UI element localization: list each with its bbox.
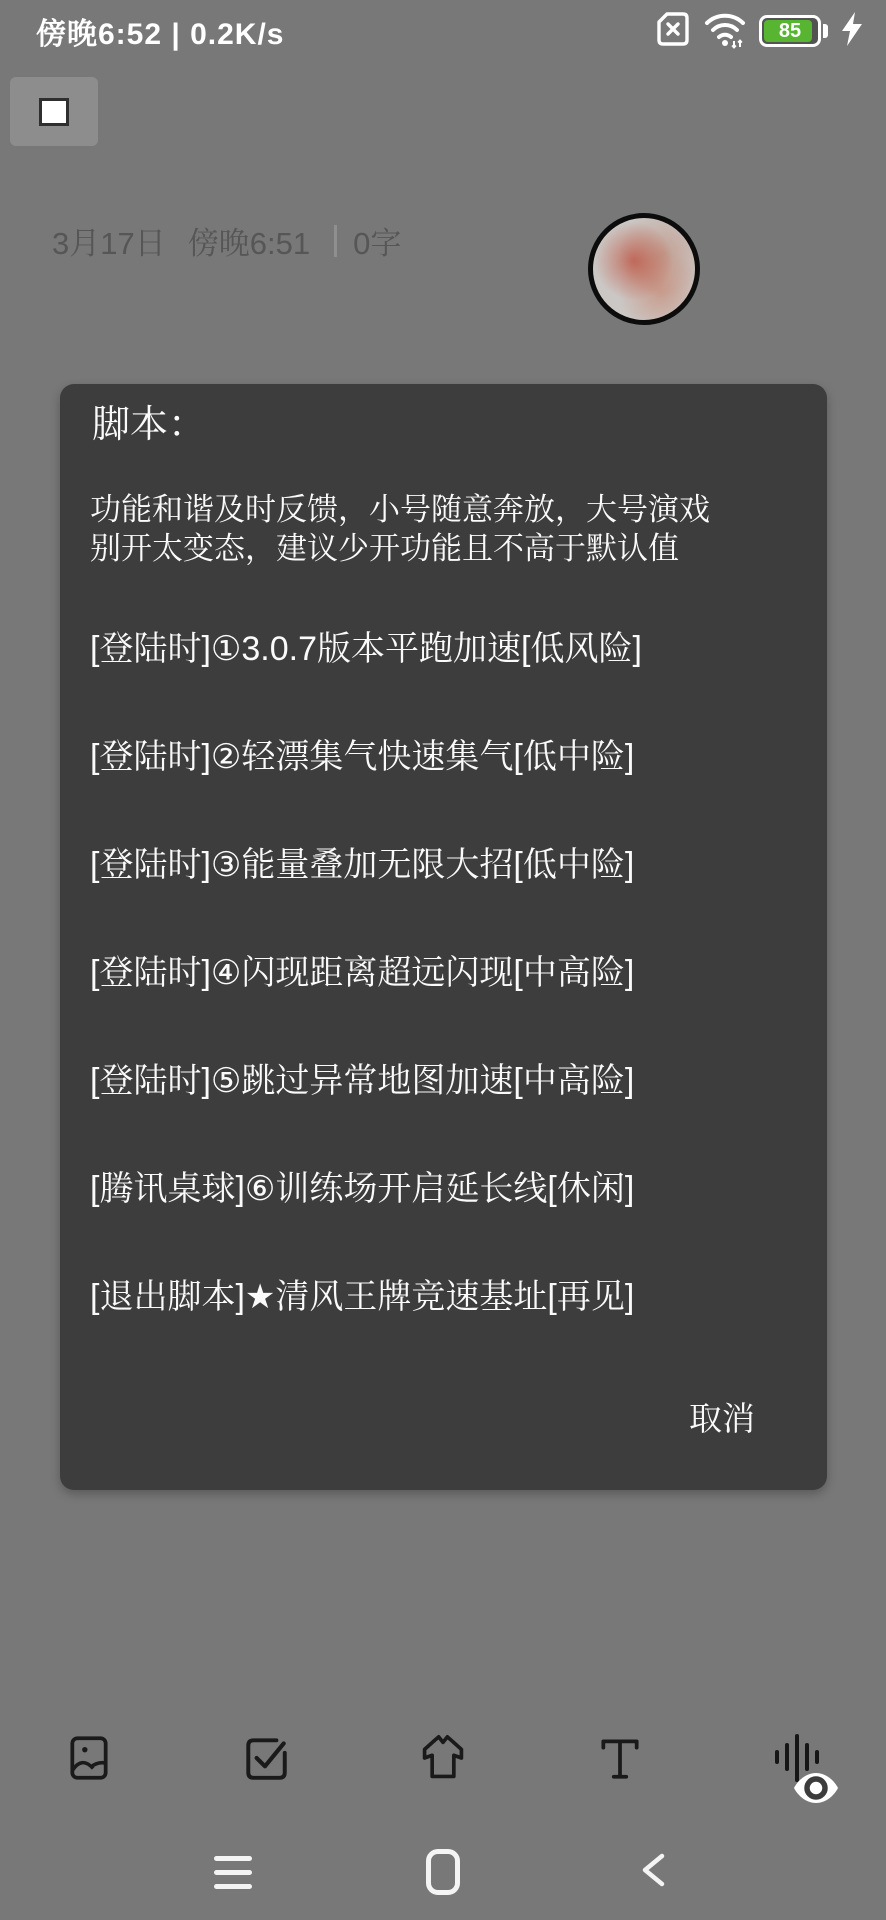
checklist-button[interactable] <box>177 1726 354 1790</box>
style-button[interactable] <box>354 1726 531 1790</box>
tshirt-icon <box>417 1732 469 1784</box>
dialog-description-line1: 功能和谐及时反馈，小号随意奔放，大号演戏 <box>90 492 710 527</box>
script-option-6[interactable]: [腾讯桌球]⑥训练场开启延长线[休闲] <box>90 1170 635 1208</box>
dialog-description-line2: 别开太变态，建议少开功能且不高于默认值 <box>90 531 679 566</box>
insert-image-button[interactable] <box>0 1726 177 1790</box>
image-icon <box>64 1733 114 1783</box>
voice-note-button[interactable] <box>709 1726 886 1790</box>
nav-menu-button[interactable] <box>203 1842 263 1902</box>
text-format-button[interactable] <box>532 1726 709 1790</box>
nav-back-button[interactable] <box>623 1842 683 1902</box>
wifi-icon <box>703 9 747 54</box>
record-stop-button[interactable] <box>10 77 98 146</box>
text-icon <box>595 1733 645 1783</box>
status-bar <box>0 0 886 62</box>
meta-divider <box>334 225 337 257</box>
home-icon <box>426 1849 460 1895</box>
sim-error-icon <box>655 9 691 54</box>
charging-bolt-icon <box>840 11 864 52</box>
android-nav-bar <box>0 1824 886 1920</box>
battery-percent: 85 <box>778 19 802 42</box>
note-meta <box>52 218 423 263</box>
nav-home-button[interactable] <box>413 1842 473 1902</box>
checkbox-icon <box>241 1733 291 1783</box>
note-date: 3月17日 <box>52 226 166 261</box>
dialog-description <box>90 490 710 568</box>
script-option-5[interactable]: [登陆时]⑤跳过异常地图加速[中高险] <box>90 1062 635 1100</box>
cancel-button[interactable]: 取消 <box>689 1400 755 1437</box>
script-dialog <box>60 384 827 1490</box>
note-word-count: 0字 <box>353 226 402 261</box>
battery-icon <box>759 15 828 47</box>
dialog-title: 脚本： <box>92 404 207 446</box>
avatar[interactable] <box>588 213 700 325</box>
status-icons <box>655 9 864 54</box>
script-option-1[interactable]: [登陆时]①3.0.7版本平跑加速[低风险] <box>90 630 642 668</box>
script-option-3[interactable]: [登陆时]③能量叠加无限大招[低中险] <box>90 846 635 884</box>
status-time-speed: 傍晚6:52 | 0.2K/s <box>36 18 285 51</box>
script-option-7[interactable]: [退出脚本]★清风王牌竞速基址[再见] <box>90 1278 635 1316</box>
editor-toolbar <box>0 1726 886 1790</box>
menu-icon <box>214 1856 252 1889</box>
back-icon <box>640 1853 666 1892</box>
eye-icon[interactable] <box>791 1770 841 1806</box>
battery-nub <box>823 24 828 38</box>
script-option-4[interactable]: [登陆时]④闪现距离超远闪现[中高险] <box>90 954 635 992</box>
note-time: 傍晚6:51 <box>187 226 311 261</box>
script-option-2[interactable]: [登陆时]②轻漂集气快速集气[低中险] <box>90 738 635 776</box>
stop-icon <box>39 98 69 126</box>
